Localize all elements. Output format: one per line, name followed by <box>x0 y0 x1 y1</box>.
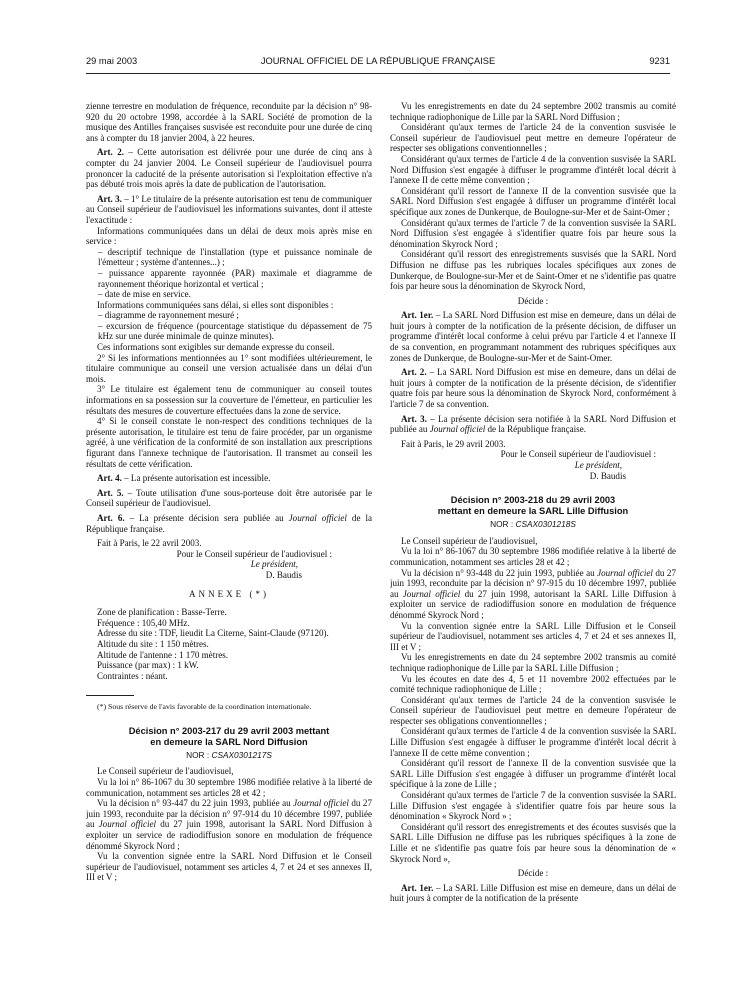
signature-name: D. Baudis <box>589 470 626 481</box>
paragraph: Considérant qu'il ressort de l'annexe II de la convention susvisée que la SARL Lille Diffusion s'est engagée à diffuser un programme d'intérêt local spécifique à la zone de Lille ; <box>390 758 676 790</box>
paragraph: Vu la convention signée entre la SARL Nord Diffusion et le Conseil supérieur de l'audiovisuel, notamment ses articles 4, 7 et 24 et ses annexes II, III et V ; <box>86 851 372 883</box>
article-label: Art. 1er. <box>401 310 434 321</box>
article-6: Art. 6. – La présente décision sera publiée au Journal officiel de la République française. <box>86 512 372 534</box>
article-label: Art. 5. <box>97 487 124 498</box>
paragraph: Vu les enregistrements en date du 24 septembre 2002 transmis au comité technique radiophonique de Lille par la SARL Nord Diffusion ; <box>390 101 676 122</box>
paragraph: 4° Si le conseil constate le non-respect des conditions techniques de la présente autorisation, le titulaire est tenu de faire procéder, par un organisme agréé, à une vérification de la conformité de son installation aux prescriptions figurant dans l'annexe technique de l'autorisation. Il transmet au conseil les résultats de cette vérification. <box>86 416 372 469</box>
paragraph: Considérant qu'il ressort des enregistrements susvisés que la SARL Nord Diffusion ne diffuse pas les rubriques locales spécifiques aux zones de Dunkerque, de Boulogne-sur-Mer et de Saint-Omer et ne s'identifie pas quatre fois par heure sous la dénomination de Skyrock Nord, <box>390 249 676 292</box>
article-label: Art. 4. <box>97 473 122 484</box>
paragraph: zienne terrestre en modulation de fréquence, reconduite par la décision n° 98-920 du 20 octobre 1998, accordée à la SARL Société de promotion de la musique des Antilles françaises susvisée est reconduite pour une durée de cinq ans à compter du 18 janvier 2004, à 22 heures. <box>86 101 372 143</box>
list-item: – puissance apparente rayonnée (PAR) maximale et diagramme de rayonnement théorique horizontal et vertical ; <box>98 267 372 289</box>
annex-item: Altitude du site : 1 150 mètres. <box>97 638 209 649</box>
signature-title: Le président, <box>250 559 298 570</box>
paragraph: Vu les enregistrements en date du 24 septembre 2002 transmis au comité technique radiophonique de Lille par la SARL Lille Diffusion ; <box>390 652 676 673</box>
header-date: 29 mai 2003 <box>86 56 138 66</box>
paragraph: Le Conseil supérieur de l'audiovisuel, <box>401 535 538 546</box>
paragraph: Ces informations sont exigibles sur demande expresse du conseil. <box>97 342 335 353</box>
paragraph: 3° Le titulaire est également tenu de communiquer au conseil toutes informations en sa possession sur la couverture de l'émetteur, en particulier les résultats des mesures de couverture effectuées dans la zone de service. <box>86 384 372 416</box>
header-page-number: 9231 <box>649 56 670 66</box>
paragraph: Vu la loi n° 86-1067 du 30 septembre 1986 modifiée relative à la liberté de communication, notamment ses articles 28 et 42 ; <box>390 546 676 567</box>
article-label: Art. 3. <box>97 193 122 204</box>
decide-heading: Décide : <box>517 868 549 879</box>
annex-item: Puissance (par max) : 1 kW. <box>97 660 199 671</box>
paragraph: Considérant qu'il ressort des enregistrements et des écoutes susvisés que la SARL Lille Diffusion ne diffuse pas les rubriques spécifiques à la zone de Lille et ne s'identifie pas quatre fois par heure sous la dénomination de « Skyrock Nord », <box>390 821 676 864</box>
article-label: Art. 1er. <box>401 882 434 893</box>
paragraph: Considérant qu'il ressort de l'annexe II de la convention susvisée que la SARL Nord Diffusion s'est engagée à diffuser un programme d'intérêt local spécifique aux zones de Dunkerque, de Boulogne-sur-Mer et de Saint-Omer ; <box>390 185 676 217</box>
paragraph: 2° Si les informations mentionnées au 1° sont modifiées ultérieurement, le titulaire communique au conseil une version actualisée dans un délai d'un mois. <box>86 352 372 384</box>
signature-line: Pour le Conseil supérieur de l'audiovisuel : <box>176 548 332 559</box>
signature-title: Le président, <box>574 460 622 470</box>
annex-item: Adresse du site : TDF, lieudit La Citerne, Saint-Claude (97120). <box>97 628 329 639</box>
signature-date: Fait à Paris, le 22 avril 2003. <box>97 538 202 549</box>
annex-item: Contraintes : néant. <box>97 670 168 681</box>
annex-item: Zone de planification : Basse-Terre. <box>97 607 227 618</box>
article-2: Art. 2. – Cette autorisation est délivrée pour une durée de cinq ans à compter du 24 janvier 2004. Le Conseil supérieur de l'audiovisuel pourra prononcer la caducité de la présente autorisation si l'exploitation effective n'a pas débuté trois mois après la date de publication de l'autorisation. <box>86 147 372 190</box>
paragraph: Considérant qu'aux termes de l'article 24 de la convention susvisée le Conseil supérieur de l'audiovisuel peut mettre en demeure l'opérateur de respecter ses obligations conventionnelles ; <box>390 122 676 154</box>
article-3: Art. 3. – 1° Le titulaire de la présente autorisation est tenu de communiquer au Conseil supérieur de l'audiovisuel les informations suivantes, dont il atteste l'exactitude : <box>86 193 372 225</box>
article-1: Art. 1er. – La SARL Nord Diffusion est mise en demeure, dans un délai de huit jours à compter de la notification de la présente décision, de diffuser un programme d'intérêt local conforme à celui prévu par l'article 4 et l'annexe II de sa convention, en programmant notamment des rubriques spécifiques aux zones de Dunkerque, de Boulogne-sur-Mer et de Saint-Omer. <box>390 310 676 363</box>
annex-item: Altitude de l'antenne : 1 170 mètres. <box>97 649 229 660</box>
list-item: – descriptif technique de l'installation (type et puissance nominale de l'émetteur ; système d'antennes...) ; <box>98 246 372 268</box>
annex-item: Fréquence : 105,40 MHz. <box>97 617 190 628</box>
paragraph: Considérant qu'aux termes de l'article 7 de la convention susvisée la SARL Nord Diffusion s'est engagée à s'identifier quatre fois par heure sous la dénomination Skyrock Nord ; <box>390 217 676 249</box>
paragraph: Vu la loi n° 86-1067 du 30 septembre 1986 modifiée relative à la liberté de communication, notamment ses articles 28 et 42 ; <box>86 776 372 798</box>
list-item: – diagramme de rayonnement mesuré ; <box>98 310 239 321</box>
paragraph: Informations communiquées dans un délai de deux mois après mise en service : <box>86 225 372 247</box>
paragraph: Vu la convention signée entre la SARL Lille Diffusion et le Conseil supérieur de l'audiovisuel, notamment ses articles 4, 7 et 24 et ses annexes II, III et V ; <box>390 620 676 652</box>
paragraph: Le Conseil supérieur de l'audiovisuel, <box>97 766 234 777</box>
list-item: – excursion de fréquence (pourcentage statistique du dépassement de 75 kHz sur une durée minimale de quinze minutes). <box>98 320 372 342</box>
article-label: Art. 6. <box>97 512 125 523</box>
right-column <box>390 101 676 963</box>
article-label: Art. 3. <box>401 413 427 424</box>
left-column <box>86 101 372 963</box>
paragraph: Vu la décision n° 93-447 du 22 juin 1993, publiée au Journal officiel du 27 juin 1993, reconduite par la décision n° 97-914 du 10 décembre 1997, publiée au Journal officiel du 27 juin 1998, autorisant la SARL Nord Diffusion à exploiter un service de radiodiffusion sonore en modulation de fréquence dénommé Skyrock Nord ; <box>86 798 372 851</box>
article-1: Art. 1er. – La SARL Lille Diffusion est mise en demeure, dans un délai de huit jours à compter de la notification de la présente <box>390 882 676 904</box>
paragraph: Considérant qu'aux termes de l'article 24 de la convention susvisée le Conseil supérieur de l'audiovisuel peut mettre en demeure l'opérateur de respecter ses obligations conventionnelles ; <box>390 694 676 726</box>
annex-heading: ANNEXE (*) <box>189 588 269 599</box>
paragraph: Considérant qu'aux termes de l'article 7 de la convention susvisée la SARL Lille Diffusion s'est engagée à s'identifier quatre fois par heure sous la dénomination « Skyrock Nord » ; <box>390 790 676 822</box>
article-5: Art. 5. – Toute utilisation d'une sous-porteuse doit être autorisée par le Conseil supérieur de l'audiovisuel. <box>86 487 372 509</box>
paragraph: Informations communiquées sans délai, si elles sont disponibles : <box>97 299 334 310</box>
footnote-rule <box>86 695 134 696</box>
article-4: Art. 4. – La présente autorisation est incessible. <box>97 473 271 484</box>
footnote: (*) Sous réserve de l'avis favorable de la coordination internationale. <box>97 702 312 712</box>
signature-date: Fait à Paris, le 29 avril 2003. <box>401 438 506 449</box>
article-label: Art. 2. <box>401 367 427 378</box>
list-item: – date de mise en service. <box>98 289 191 300</box>
paragraph: Considérant qu'aux termes de l'article 4 de la convention susvisée la SARL Lille Diffusion s'est engagée à diffuser le programme d'intérêt local décrit à l'annexe II de cette même convention ; <box>390 726 676 758</box>
page-header <box>86 56 670 72</box>
nor-reference: NOR : CSAX0301217S <box>186 749 272 760</box>
decision-title: Décision n° 2003-218 du 29 avril 2003 mettant en demeure la SARL Lille Diffusion <box>437 495 629 517</box>
nor-reference: NOR : CSAX0301218S <box>490 519 576 530</box>
article-3: Art. 3. – La présente décision sera notifiée à la SARL Nord Diffusion et publiée au Journal officiel de la République française. <box>390 413 676 435</box>
header-journal-title: JOURNAL OFFICIEL DE LA RÉPUBLIQUE FRANÇAISE <box>260 56 496 66</box>
header-rule <box>86 73 670 74</box>
signature-name: D. Baudis <box>265 569 302 580</box>
signature-line: Pour le Conseil supérieur de l'audiovisuel : <box>500 449 656 460</box>
article-label: Art. 2. <box>97 147 124 158</box>
article-2: Art. 2. – La SARL Nord Diffusion est mise en demeure, dans un délai de huit jours à compter de la notification de la présente décision, de s'identifier quatre fois par heure sous la dénomination de Skyrock Nord, conformément à l'article 7 de sa convention. <box>390 367 676 410</box>
paragraph: Considérant qu'aux termes de l'article 4 de la convention susvisée la SARL Nord Diffusion s'est engagée à diffuser le programme d'intérêt local décrit à l'annexe II de cette même convention ; <box>390 153 676 186</box>
paragraph: Vu la décision n° 93-448 du 22 juin 1993, publiée au Journal officiel du 27 juin 1993, reconduite par la décision n° 97-915 du 10 décembre 1997, publiée au Journal officiel du 27 juin 1998, autorisant la SARL Lille Diffusion à exploiter un service de radiodiffusion sonore en modulation de fréquence dénommé Skyrock Nord ; <box>390 567 676 620</box>
paragraph: Vu les écoutes en date des 4, 5 et 11 novembre 2002 effectuées par le comité technique radiophonique de Lille ; <box>390 673 676 695</box>
decision-title: Décision n° 2003-217 du 29 avril 2003 mettant en demeure la SARL Nord Diffusion <box>128 725 330 747</box>
decide-heading: Décide : <box>517 295 549 306</box>
